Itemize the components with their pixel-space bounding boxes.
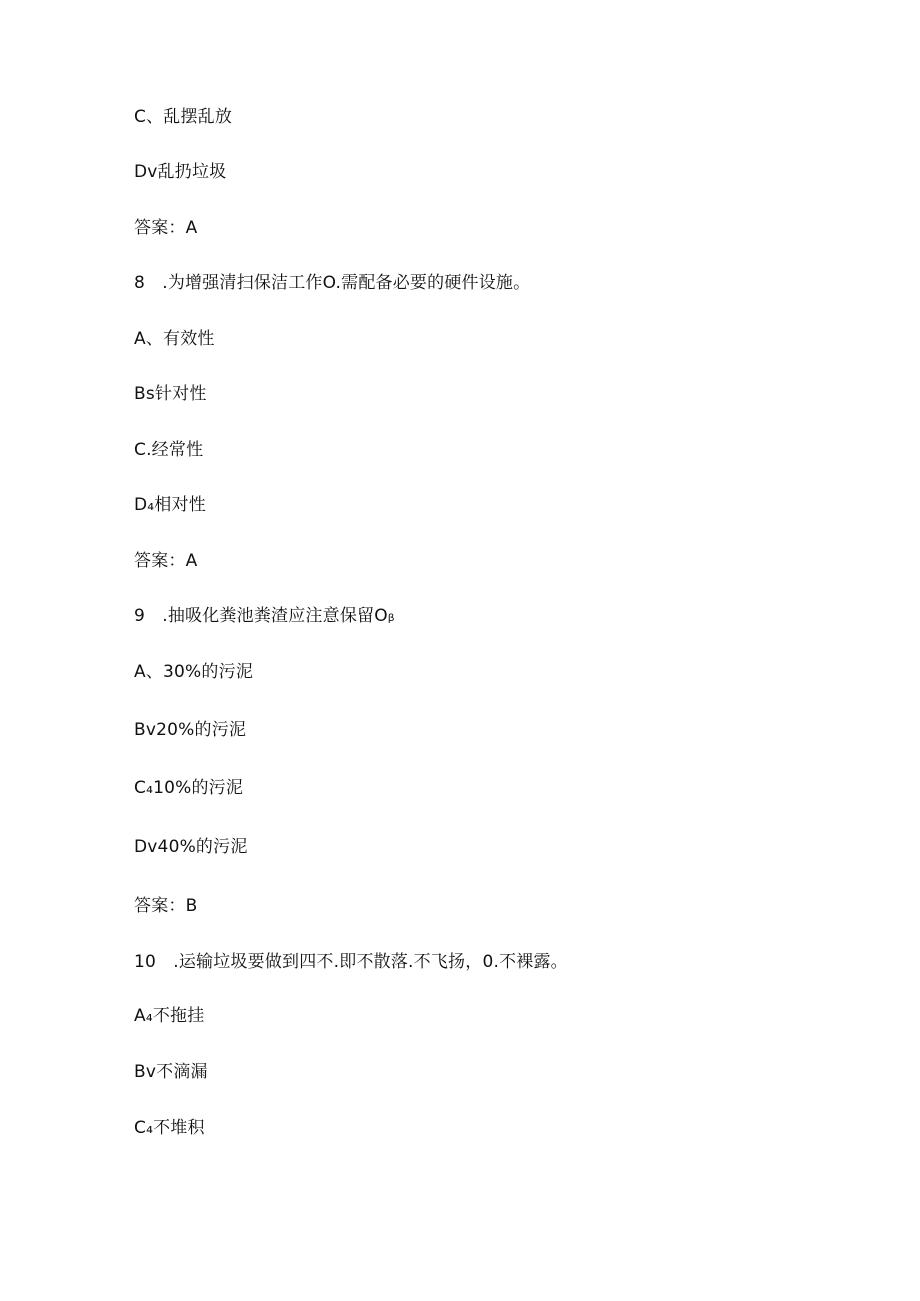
option-a-q10: A₄不拖挂 bbox=[134, 1006, 205, 1026]
answer-q8: 答案：A bbox=[134, 551, 198, 571]
question-8: 8 .为增强清扫保洁工作O.需配备必要的硬件设施。 bbox=[134, 273, 531, 293]
option-b-q9: Bv20%的污泥 bbox=[134, 720, 247, 740]
option-b-q8: Bs针对性 bbox=[134, 384, 207, 404]
question-9: 9 .抽吸化粪池粪渣应注意保留Oᵦ bbox=[134, 606, 395, 626]
option-c-q10: C₄不堆积 bbox=[134, 1118, 205, 1138]
option-a-q8: A、有效性 bbox=[134, 329, 215, 349]
option-d-q8: D₄相对性 bbox=[134, 495, 206, 515]
option-c-q8: C.经常性 bbox=[134, 440, 204, 460]
answer-q9: 答案：B bbox=[134, 896, 198, 916]
option-a-q9: A、30%的污泥 bbox=[134, 662, 254, 682]
option-d-q9: Dv40%的污泥 bbox=[134, 837, 248, 857]
answer-q7: 答案：A bbox=[134, 218, 198, 238]
option-b-q10: Bv不滴漏 bbox=[134, 1062, 208, 1082]
option-c-q9: C₄10%的污泥 bbox=[134, 778, 244, 798]
question-10: 10 .运输垃圾要做到四不.即不散落.不飞扬，0.不裸露。 bbox=[134, 952, 568, 972]
option-c-q7: C、乱摆乱放 bbox=[134, 107, 233, 127]
option-d-q7: Dv乱扔垃圾 bbox=[134, 162, 227, 182]
